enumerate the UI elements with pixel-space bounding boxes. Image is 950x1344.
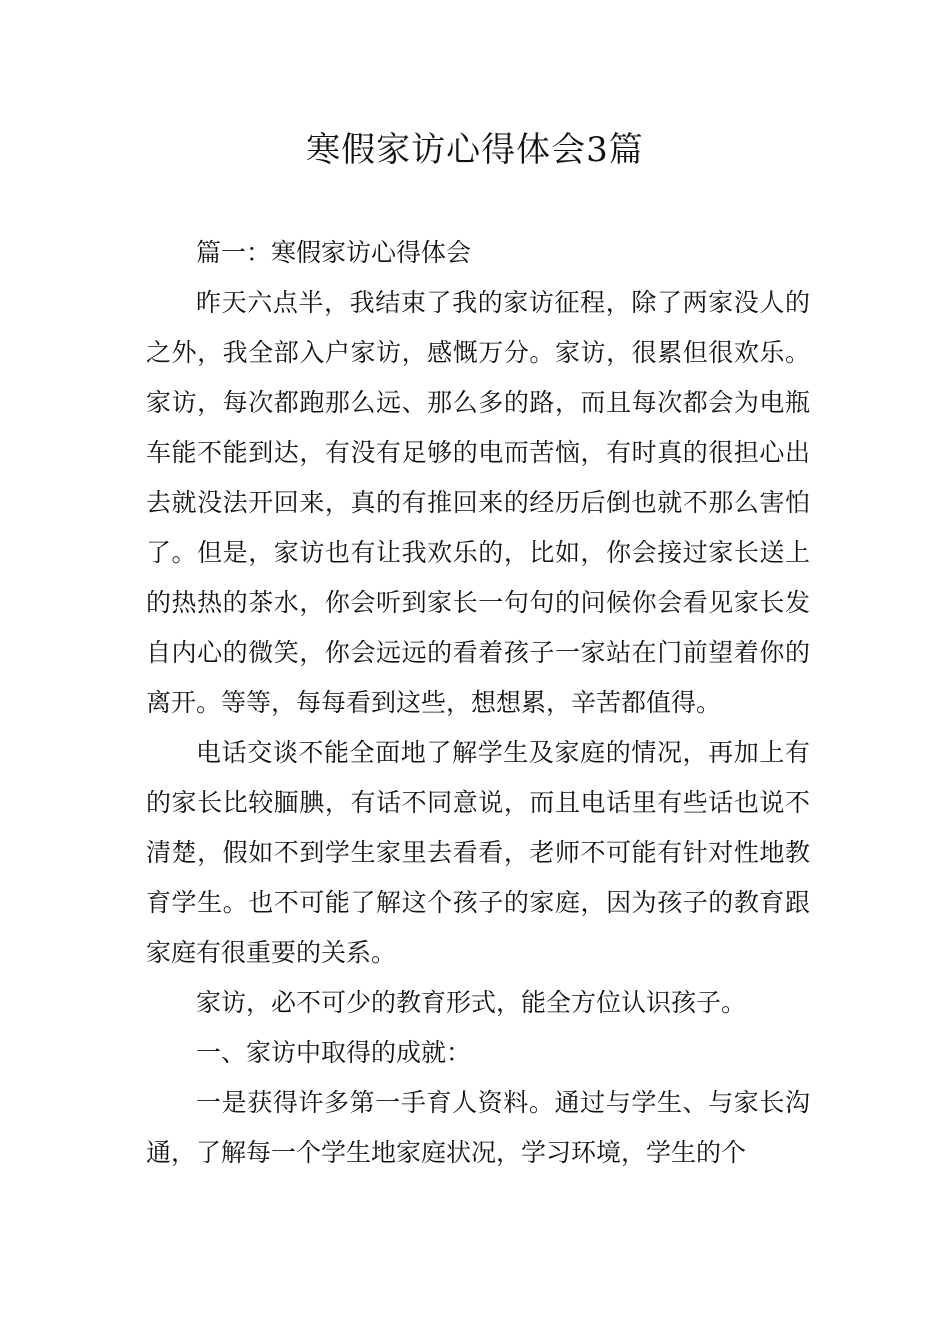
paragraph: 家访，必不可少的教育形式，能全方位认识孩子。 [196,988,747,1017]
section-heading: 篇一：寒假家访心得体会 [196,238,472,267]
document-title: 寒假家访心得体会3篇 [306,130,644,170]
paragraph: 昨天六点半，我结束了我的家访征程，除了两家没人的之外，我全部入户家访，感慨万分。家访，很累但很欢乐。家访，每次都跑那么远、那么多的路，而且每次都会为电瓶车能不能到达，有没有足够的电而苦恼，有时真的很担心出去就没法开回来，真的有推回来的经历后倒也就不那么害怕了。但是，家访也有让我欢乐的，比如，你会接过家长送上的热热的茶水，你会听到家长一句句的问候你会看见家长发自内心的微笑，你会远远的看着孩子一家站在门前望着你的离开。等等，每每看到这些，想想累，辛苦都值得。 [146,288,810,717]
paragraph: 电话交谈不能全面地了解学生及家庭的情况，再加上有的家长比较腼腆，有话不同意说，而且电话里有些话也说不清楚，假如不到学生家里去看看，老师不可能有针对性地教育学生。也不可能了解这个孩子的家庭，因为孩子的教育跟家庭有很重要的关系。 [146,738,810,967]
document-body [146,228,810,1178]
paragraph: 一是获得许多第一手育人资料。通过与学生、与家长沟通，了解每一个学生地家庭状况，学习环境，学生的个 [146,1088,810,1167]
subsection-heading: 一、家访中取得的成就： [196,1038,472,1067]
